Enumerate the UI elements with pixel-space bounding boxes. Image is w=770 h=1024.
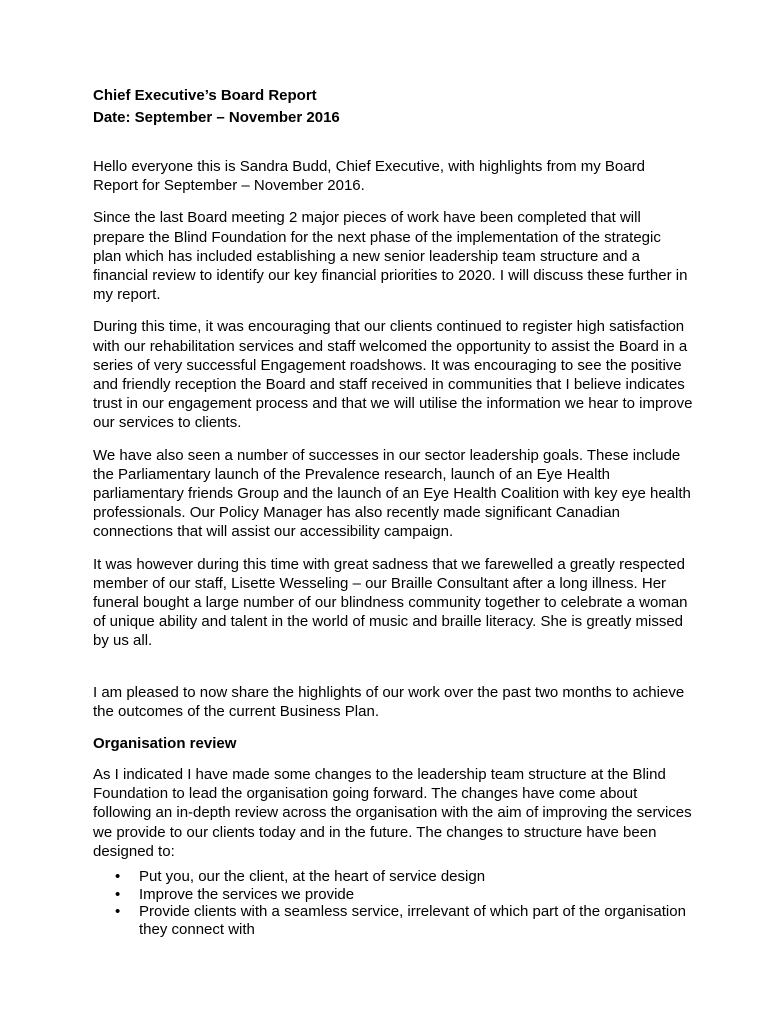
document-date: Date: September – November 2016 — [93, 109, 340, 126]
document-header — [93, 85, 693, 129]
document-page — [93, 85, 693, 938]
document-title: Chief Executive’s Board Report — [93, 87, 317, 104]
list-item — [115, 903, 693, 938]
section-paragraph-organisation-review: As I indicated I have made some changes to the leadership team structure at the Blind Foundation to lead the organisation going forward. The changes have come about following an in-depth review across the organisation with the aim of improving the services we provide to our clients today and in the future. The changes to structure have been designed to: — [93, 766, 692, 860]
bullet-icon: • — [115, 903, 121, 921]
bullet-icon: • — [115, 868, 121, 886]
intro-paragraph-farewell: It was however during this time with great sadness that we farewelled a greatly respected member of our staff, Lisette Wesseling – our Braille Consultant after a long illness. Her funeral bought a large number of our blindness community together to celebrate a woman of unique ability and talent in the world of music and braille literacy. She is greatly missed by us all. — [93, 555, 688, 650]
section-heading-organisation-review: Organisation review — [93, 735, 237, 753]
list-item-text: Put you, our the client, at the heart of service design — [139, 868, 486, 886]
bullet-list — [93, 868, 693, 938]
intro-paragraph-client-satisfaction: During this time, it was encouraging that our clients continued to register high satisfaction with our rehabilitation services and staff welcomed the opportunity to assist the Board in a series of very successful Engagement roadshows. It was encouraging to see the positive and friendly reception the Board and staff received in communities that I believe indicates trust in our engagement process and that we will utilise the information we hear to improve our services to clients. — [93, 318, 693, 432]
intro-paragraph-sector-leadership: We have also seen a number of successes in our sector leadership goals. These include the Parliamentary launch of the Prevalence research, launch of an Eye Health parliamentary friends Group and the launch of an Eye Health Coalition with key eye health professionals. Our Policy Manager has also recently made significant Canadian connections that will assist our accessibility campaign. — [93, 446, 691, 541]
bullet-icon: • — [115, 885, 121, 903]
list-item — [115, 885, 693, 904]
list-item-text: Improve the services we provide — [139, 885, 355, 903]
intro-paragraph-greeting: Hello everyone this is Sandra Budd, Chief Executive, with highlights from my Board Report for September – November 2016. — [93, 158, 645, 195]
list-item-text: Provide clients with a seamless service, irrelevant of which part of the organisation they connect with — [139, 903, 686, 938]
intro-paragraph-work-completed: Since the last Board meeting 2 major pieces of work have been completed that will prepare the Blind Foundation for the next phase of the implementation of the strategic plan which has included establishing a new senior leadership team structure and a financial review to identify our key financial priorities to 2020. I will discuss these further in my report. — [93, 209, 688, 304]
intro-paragraph-highlights: I am pleased to now share the highlights of our work over the past two months to achieve the outcomes of the current Business Plan. — [93, 683, 685, 720]
list-item — [115, 868, 693, 886]
